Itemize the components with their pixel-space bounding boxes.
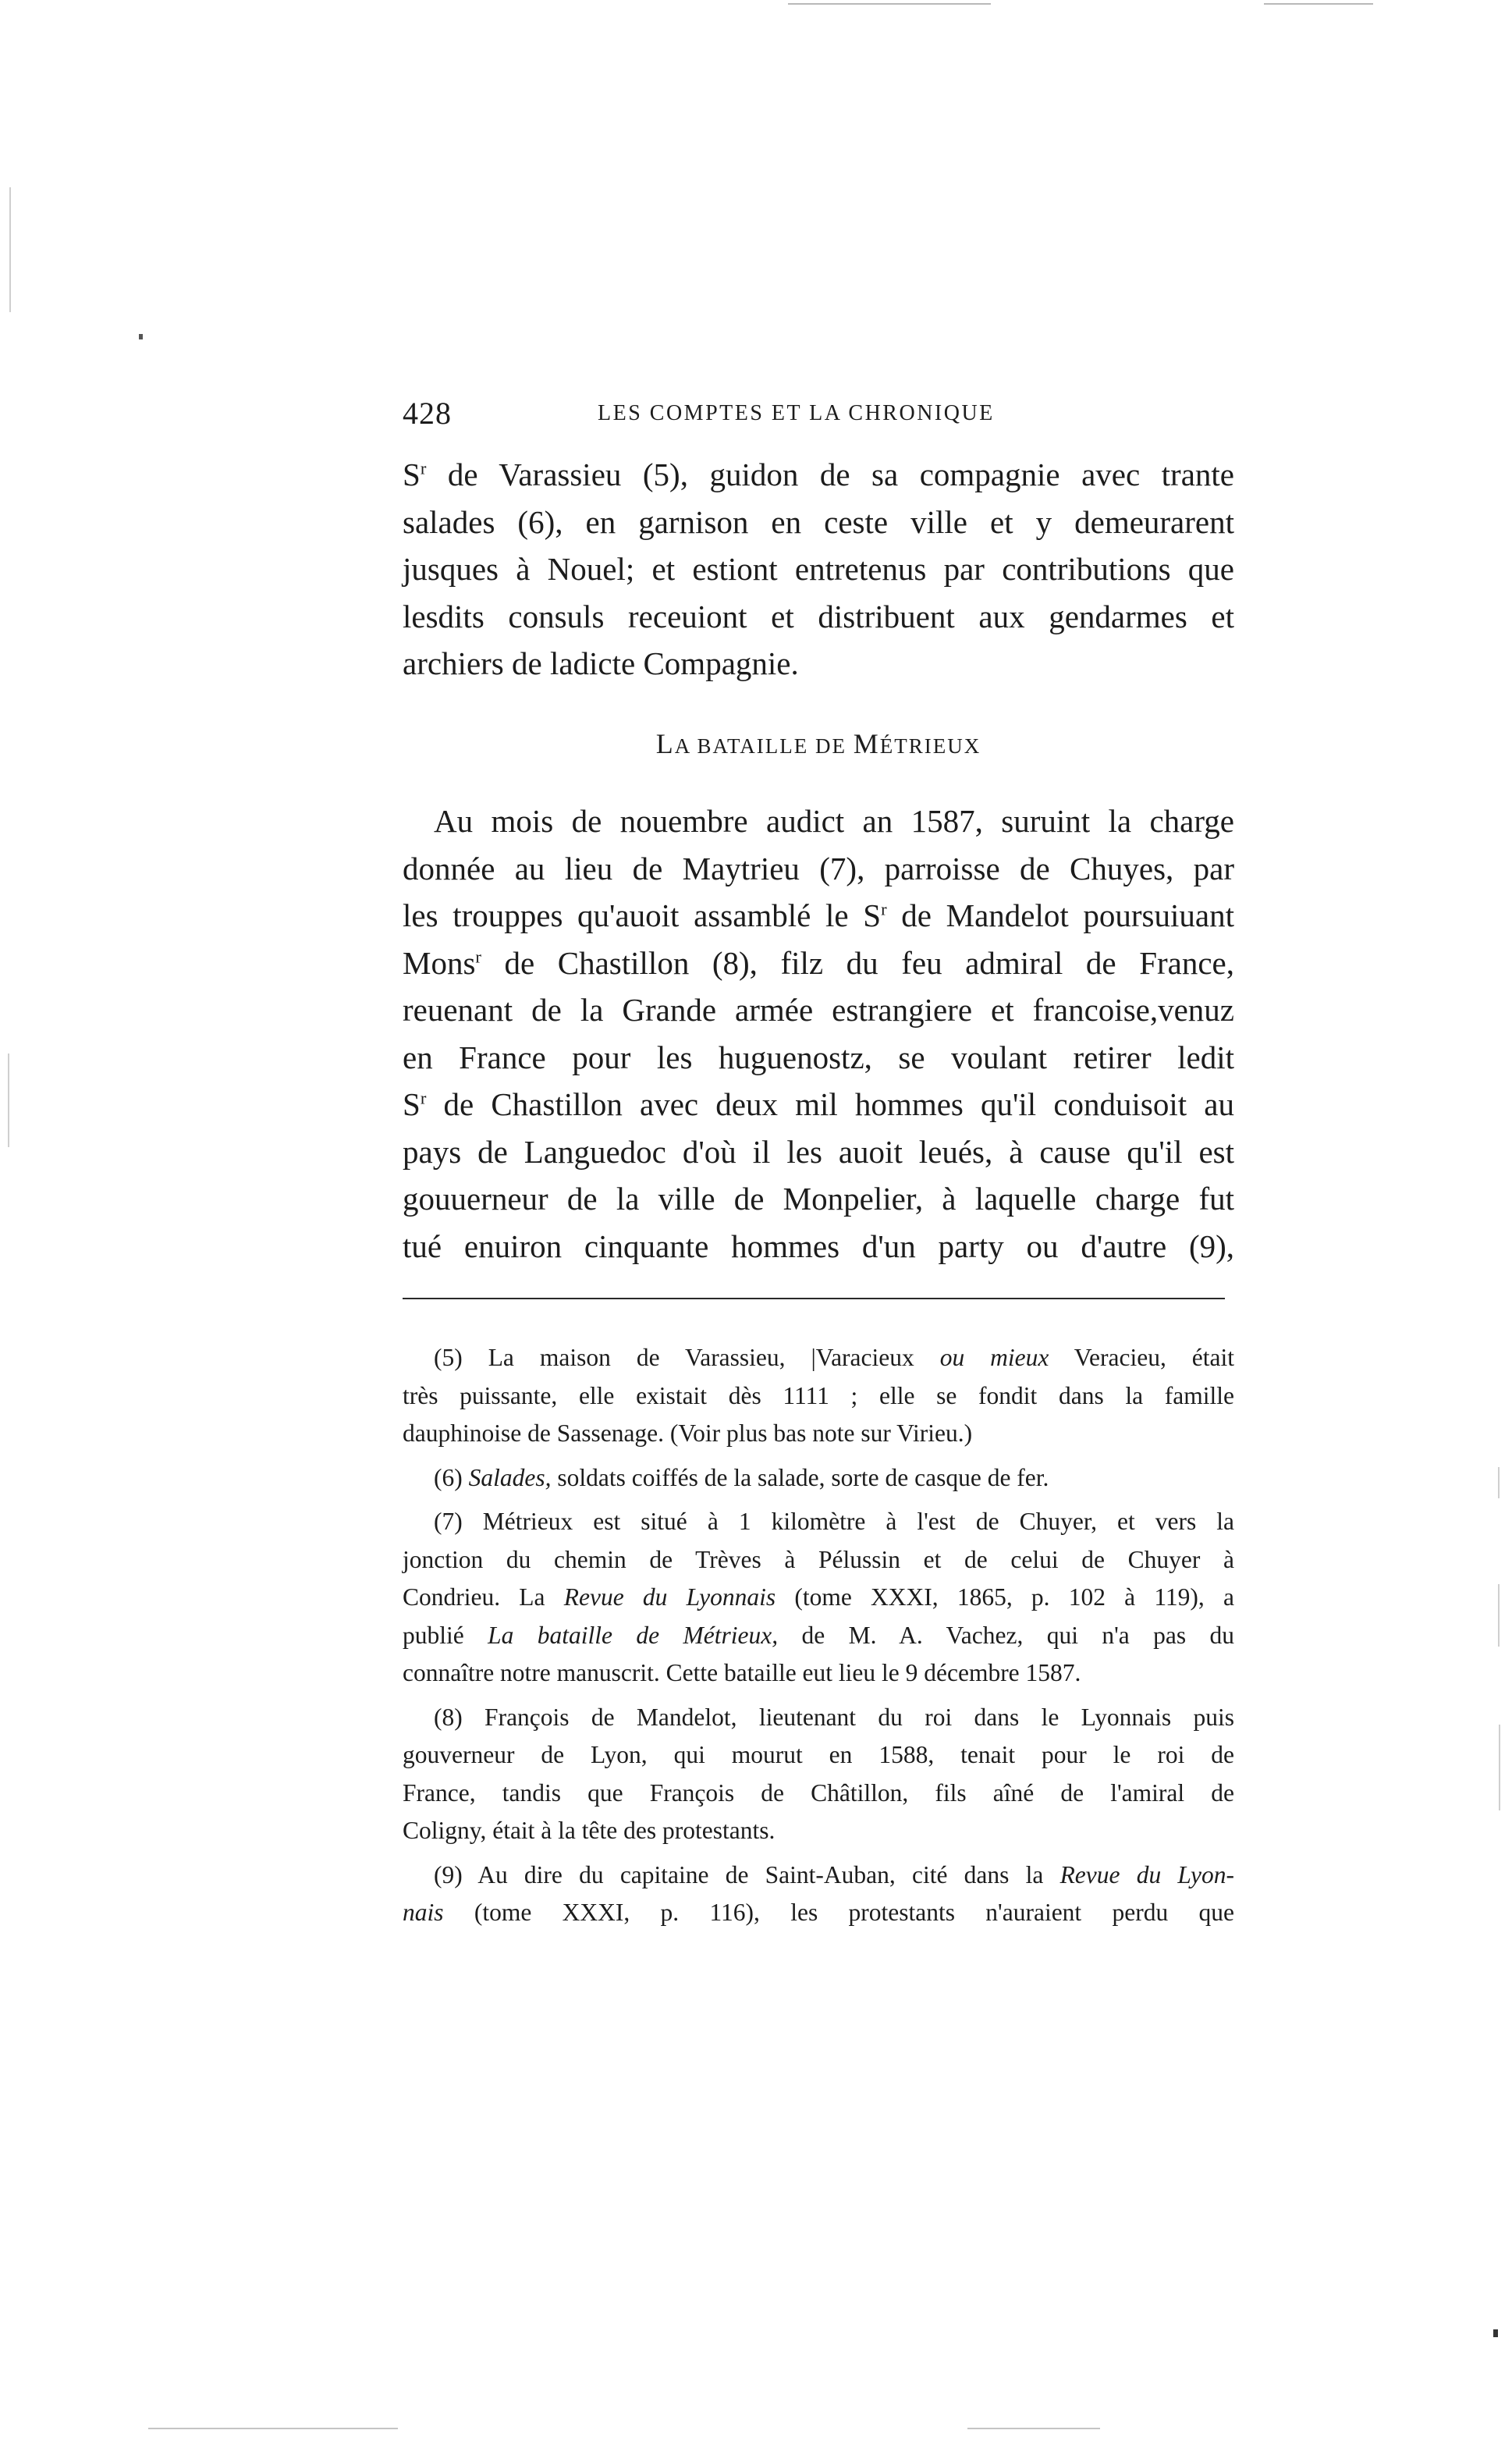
text-line: en France pour les huguenostz, se voulant retirer ledit	[403, 1039, 1234, 1075]
scan-artifact-right-edge	[1498, 1467, 1500, 1498]
text-line: lesdits consuls receuiont et distribuent aux gendarmes et	[403, 598, 1234, 634]
text-line: tué enuiron cinquante hommes d'un party ou d'autre (9),	[403, 1228, 1234, 1264]
scan-artifact-right-edge-2	[1498, 1584, 1500, 1647]
scan-artifact-bottom-2	[967, 2428, 1100, 2429]
scan-artifact-dot-right	[1493, 2329, 1498, 2337]
scan-artifact-bottom	[148, 2428, 398, 2429]
note-line: publié La bataille de Métrieux, de M. A. Vachez, qui n'a pas du	[403, 1621, 1234, 1649]
text-line: jusques à Nouel; et estiont entretenus par contributions que	[403, 551, 1234, 587]
note-line: (7) Métrieux est situé à 1 kilomètre à l'est de Chuyer, et vers la	[434, 1508, 1234, 1535]
text-line: pays de Languedoc d'où il les auoit leués, à cause qu'il est	[403, 1133, 1234, 1170]
scan-artifact-top	[788, 3, 991, 5]
note-line: Coligny, était à la tête des protestants.	[403, 1817, 776, 1844]
text-line: les trouppes qu'auoit assamblé le $S^r$ de Mandelot poursuiuant	[403, 897, 1234, 933]
note-line: Condrieu. La Revue du Lyonnais (tome XXXI, 1865, p. 102 à 119), a	[403, 1583, 1234, 1611]
note-line: gouverneur de Lyon, qui mourut en 1588, tenait pour le roi de	[403, 1741, 1234, 1768]
note-line: connaître notre manuscrit. Cette bataille eut lieu le 9 décembre 1587.	[403, 1659, 1081, 1686]
footnote-9	[403, 1856, 1234, 1932]
footnote-7	[403, 1503, 1234, 1693]
section-heading: LA BATAILLE DE MÉTRIEUX	[655, 728, 981, 759]
note-line: France, tandis que François de Châtillon, fils aîné de l'amiral de	[403, 1778, 1234, 1807]
footnote-5	[403, 1339, 1234, 1453]
scan-artifact-top-right	[1264, 3, 1373, 5]
note-line: dauphinoise de Sassenage. (Voir plus bas note sur Virieu.)	[403, 1419, 973, 1447]
paragraph-continuation	[403, 451, 1234, 688]
running-head-title: LES COMPTES ET LA CHRONIQUE	[598, 401, 995, 425]
text-line: $S^r$ de Varassieu (5), guidon de sa compagnie avec trante	[403, 457, 1234, 492]
scan-artifact-right-edge-3	[1499, 1725, 1500, 1810]
note-line: nais (tome XXXI, p. 116), les protestants n'auraient perdu que	[403, 1899, 1234, 1926]
text-line: donnée au lieu de Maytrieu (7), parroisse de Chuyes, par	[403, 850, 1234, 886]
footnote-6	[403, 1459, 1234, 1498]
text-line: Au mois de nouembre audict an 1587, suruint la charge	[434, 803, 1234, 839]
text-line: Mons$^r$ de Chastillon (8), filz du feu admiral de France,	[403, 944, 1234, 981]
note-line: jonction du chemin de Trèves à Pélussin et de celui de Chuyer à	[403, 1545, 1234, 1573]
text-line: gouuerneur de la ville de Monpelier, à laquelle charge fut	[403, 1181, 1234, 1217]
footnotes	[403, 1339, 1234, 1932]
text-line: reuenant de la Grande armée estrangiere et francoise,venuz	[403, 992, 1234, 1028]
scan-artifact-dot	[139, 334, 143, 339]
running-head	[403, 395, 1234, 442]
paragraph-battle	[403, 798, 1234, 1270]
note-line: (8) François de Mandelot, lieutenant du roi dans le Lyonnais puis	[434, 1703, 1234, 1731]
page-number: 428	[403, 396, 452, 431]
note-line: (9) Au dire du capitaine de Saint-Auban, cité dans la Revue du Lyon-	[434, 1860, 1234, 1888]
text-line: salades (6), en garnison en ceste ville et y demeurarent	[403, 503, 1234, 540]
text-line: $S^r$ de Chastillon avec deux mil hommes qu'il conduisoit au	[403, 1086, 1234, 1122]
note-line: (6) Salades, soldats coiffés de la salade, sorte de casque de fer.	[434, 1463, 1049, 1491]
scan-artifact-left-edge-2	[8, 1053, 9, 1147]
footnote-8	[403, 1699, 1234, 1850]
note-line: (5) La maison de Varassieu, |Varacieux ou mieux Veracieu, était	[434, 1344, 1235, 1371]
note-line: très puissante, elle existait dès 1111 ; elle se fondit dans la famille	[403, 1381, 1234, 1409]
scan-artifact-left-edge	[9, 187, 11, 312]
footnote-separator	[403, 1298, 1225, 1299]
text-line: archiers de ladicte Compagnie.	[403, 645, 799, 681]
